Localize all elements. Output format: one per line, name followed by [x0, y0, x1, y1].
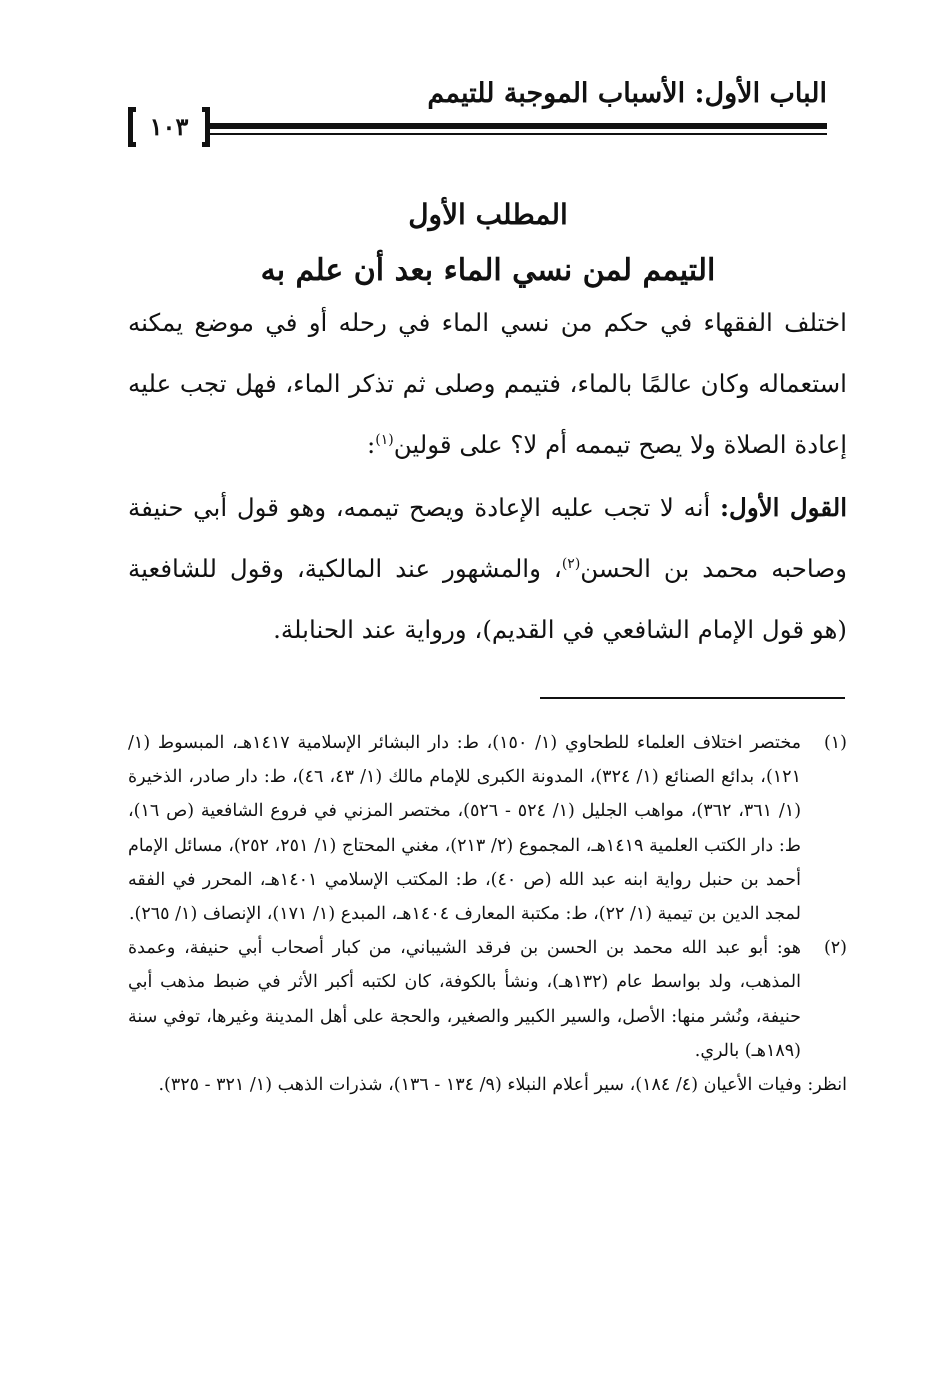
header-rule-thin — [205, 133, 827, 135]
section-subtitle: التيمم لمن نسي الماء بعد أن علم به — [260, 253, 716, 288]
paragraph-first-opinion — [128, 477, 847, 660]
header-rule-thick — [205, 123, 827, 129]
first-opinion-text-b: ، والمشهور عند المالكية، وقول للشافعية (هو قول الإمام الشافعي في القديم)، ورواية عند الحنابلة. — [128, 554, 847, 644]
footnote-ref-1: (١) — [375, 431, 394, 448]
footnote-1-text: مختصر اختلاف العلماء للطحاوي (١/ ١٥٠)، ط: دار البشائر الإسلامية ١٤١٧هـ، المبسوط (١/ ١٢١)، بدائع الصنائع (١/ ٣٢٤)، المدونة الكبرى للإمام مالك (١/ ٤٣، ٤٦)، ط: دار صادر، الذخيرة (١/ ٣٦١، ٣٦٢)، مواهب الجليل (١/ ٥٢٤ - ٥٢٦)، مختصر المزني في فروع الشافعية (ص ١٦)، ط: دار الكتب العلمية ١٤١٩هـ، المجموع (٢/ ٢١٣)، مغني المحتاج (١/ ٢٥١، ٢٥٢)، مسائل الإمام أحمد بن حنبل رواية ابنه عبد الله (ص ٤٠)، ط: المكتب الإسلامي ١٤٠١هـ، المحرر في الفقه لمجد الدين بن تيمية (١/ ٢٢)، ط: مكتبة المعارف ١٤٠٤هـ، المبدع (١/ ١٧١)، الإنصاف (١/ ٢٦٥). — [128, 733, 802, 925]
footnotes — [128, 726, 847, 1102]
section-title: المطلب الأول — [408, 198, 568, 231]
footnote-separator — [540, 697, 845, 699]
paragraph-intro-text: اختلف الفقهاء في حكم من نسي الماء في رحله أو في موضع يمكنه استعماله وكان عالمًا بالماء، فتيمم وصلى ثم تذكر الماء، فهل تجب عليه إعادة الصلاة ولا يصح تيممه أم لا؟ على قولين — [128, 308, 847, 459]
first-opinion-text-a: أنه لا تجب عليه الإعادة ويصح تيممه، وهو قول أبي حنيفة وصاحبه محمد بن الحسن — [128, 493, 847, 583]
page-number-box — [128, 107, 210, 147]
first-opinion-label: القول الأول: — [720, 493, 848, 522]
page-number-bracket-left — [128, 107, 136, 147]
paragraph-intro-end: : — [367, 430, 376, 459]
footnote-1-number: (١) — [823, 733, 847, 753]
paragraph-intro — [128, 292, 847, 475]
footnote-ref-2: (٢) — [561, 555, 581, 572]
footnote-2-text: هو: أبو عبد الله محمد بن الحسن بن فرقد الشيباني، من كبار أصحاب أبي حنيفة، وعمدة المذهب، ولد بواسط عام (١٣٢هـ)، ونشأ بالكوفة، كان لكتبه أكبر الأثر في ضبط مذهب أبي حنيفة، ونُشر منها: الأصل، والسير الكبير والصغير، والحجة على أهل المدينة وغيرها، توفي سنة (١٨٩هـ) بالري. — [128, 938, 801, 1061]
footnote-2 — [128, 931, 847, 1068]
page-number: ١٠٣ — [149, 112, 189, 141]
footnote-2-number: (٢) — [823, 938, 847, 959]
footnote-2-sources: انظر: وفيات الأعيان (٤/ ١٨٤)، سير أعلام النبلاء (٩/ ١٣٤ - ١٣٦)، شذرات الذهب (١/ ٣٢١ - ٣٢٥). — [158, 1075, 847, 1096]
running-head: الباب الأول: الأسباب الموجبة للتيمم — [427, 78, 827, 109]
page-number-bracket-right — [202, 107, 210, 147]
footnote-1 — [128, 726, 847, 931]
